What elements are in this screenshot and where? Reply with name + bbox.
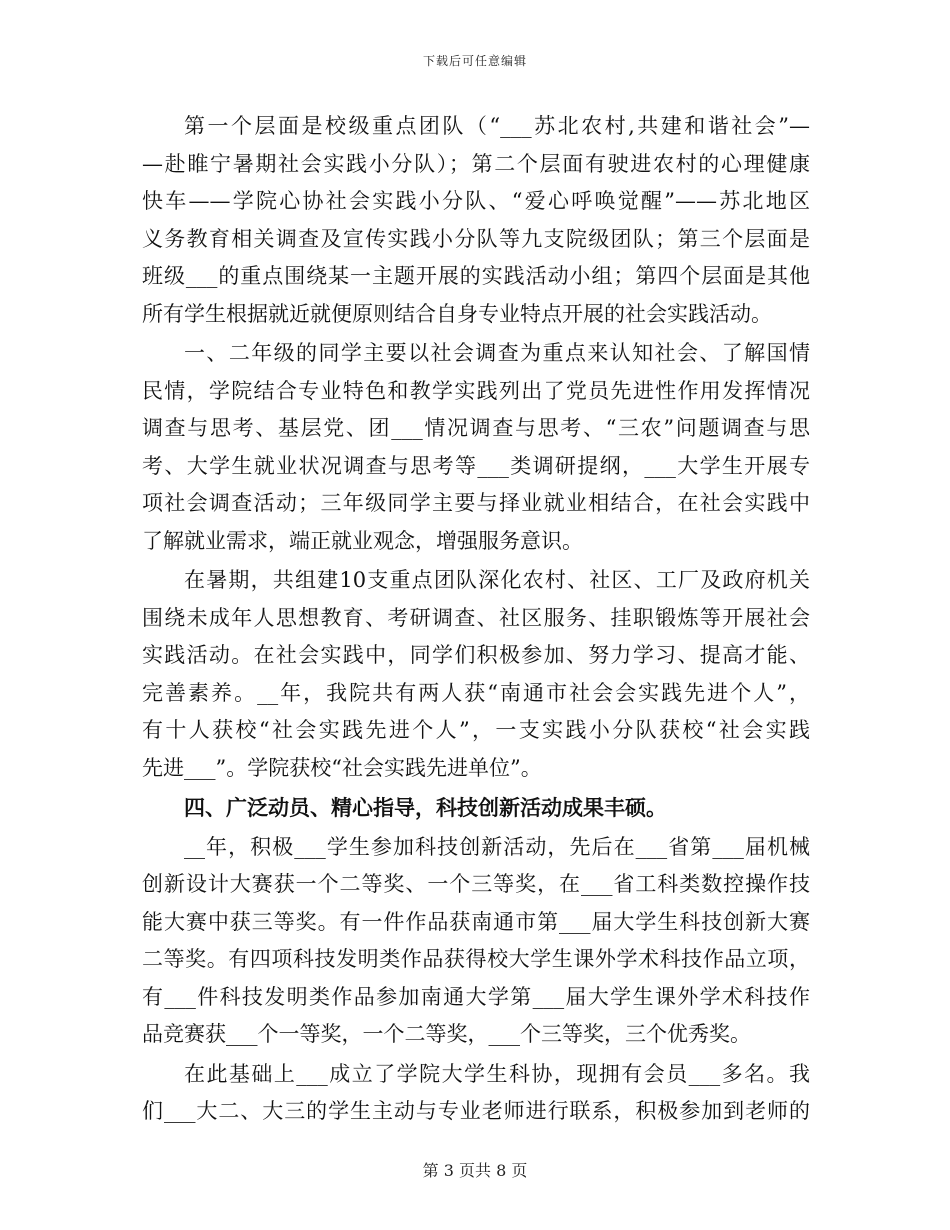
paragraph — [142, 1056, 810, 1131]
text-line: 创新设计大赛获一个二等奖、一个三等奖，在___省工科类数控操作技 — [142, 872, 810, 896]
paragraph — [142, 108, 810, 333]
heading-text: 四、广泛动员、精心指导，科技创新活动成果丰硕。 — [184, 795, 667, 820]
text-line: 品竞赛获___个一等奖，一个二等奖，___个三等奖，三个优秀奖。 — [142, 1022, 751, 1046]
text-line: 完善素养。__年，我院共有两人获“南通市社会会实践先进个人”， — [142, 680, 810, 705]
section-heading — [142, 789, 810, 827]
text-line: 班级___的重点围绕某一主题开展的实践活动小组；第四个层面是其他 — [142, 264, 810, 288]
text-line: 先进___”。学院获校“社会实践先进单位”。 — [142, 755, 542, 780]
text-line: 能大赛中获三等奖。有一件作品获南通市第___届大学生科技创新大赛 — [142, 909, 810, 934]
text-line: 实践活动。在社会实践中，同学们积极参加、努力学习、提高才能、 — [142, 643, 810, 667]
text-line: 二等奖。有四项科技发明类作品获得校大学生课外学术科技作品立项， — [142, 947, 810, 971]
text-line: 在此基础上___成立了学院大学生科协，现拥有会员___多名。我 — [184, 1061, 810, 1086]
paragraph — [142, 562, 810, 787]
text-line: 在暑期，共组建10支重点团队深化农村、社区、工厂及政府机关 — [184, 568, 810, 592]
page-header: 下载后可任意编辑 — [422, 54, 527, 68]
paragraph — [142, 335, 810, 560]
text-line: 围绕未成年人思想教育、考研调查、社区服务、挂职锻炼等开展社会 — [142, 605, 810, 630]
text-line: 快车——学院心协社会实践小分队、“爱心呼唤觉醒”——苏北地区 — [142, 189, 810, 213]
text-line: 项社会调查活动；三年级同学主要与择业就业相结合，在社会实践中 — [142, 491, 810, 515]
text-line: —赴睢宁暑期社会实践小分队）；第二个层面有驶进农村的心理健康 — [142, 151, 810, 176]
document-body — [142, 108, 810, 1131]
text-line: __年，积极___学生参加科技创新活动，先后在___省第___届机械 — [184, 834, 810, 859]
text-line: 一、二年级的同学主要以社会调查为重点来认知社会、了解国情 — [184, 341, 810, 365]
text-line: 有十人获校“社会实践先进个人”，一支实践小分队获校“社会实践 — [142, 718, 810, 742]
text-line: 第一个层面是校级重点团队（“___苏北农村,共建和谐社会”— — [184, 114, 810, 138]
text-line: 们___大二、大三的学生主动与专业老师进行联系，积极参加到老师的 — [142, 1099, 810, 1123]
text-line: 有___件科技发明类作品参加南通大学第___届大学生课外学术科技作 — [142, 984, 810, 1009]
text-line: 调查与思考、基层党、团___情况调查与思考、“三农”问题调查与思 — [142, 416, 810, 440]
text-line: 了解就业需求，端正就业观念，增强服务意识。 — [142, 528, 583, 553]
page-number: 第 3 页共 8 页 — [422, 1161, 528, 1180]
paragraph — [142, 829, 810, 1054]
text-line: 考、大学生就业状况调查与思考等___类调研提纲，___大学生开展专 — [142, 453, 810, 478]
text-line: 民情，学院结合专业特色和教学实践列出了党员先进性作用发挥情况 — [142, 378, 810, 403]
text-line: 所有学生根据就近就便原则结合自身专业特点开展的社会实践活动。 — [142, 301, 772, 326]
text-line: 义务教育相关调查及宣传实践小分队等九支院级团队；第三个层面是 — [142, 226, 810, 251]
